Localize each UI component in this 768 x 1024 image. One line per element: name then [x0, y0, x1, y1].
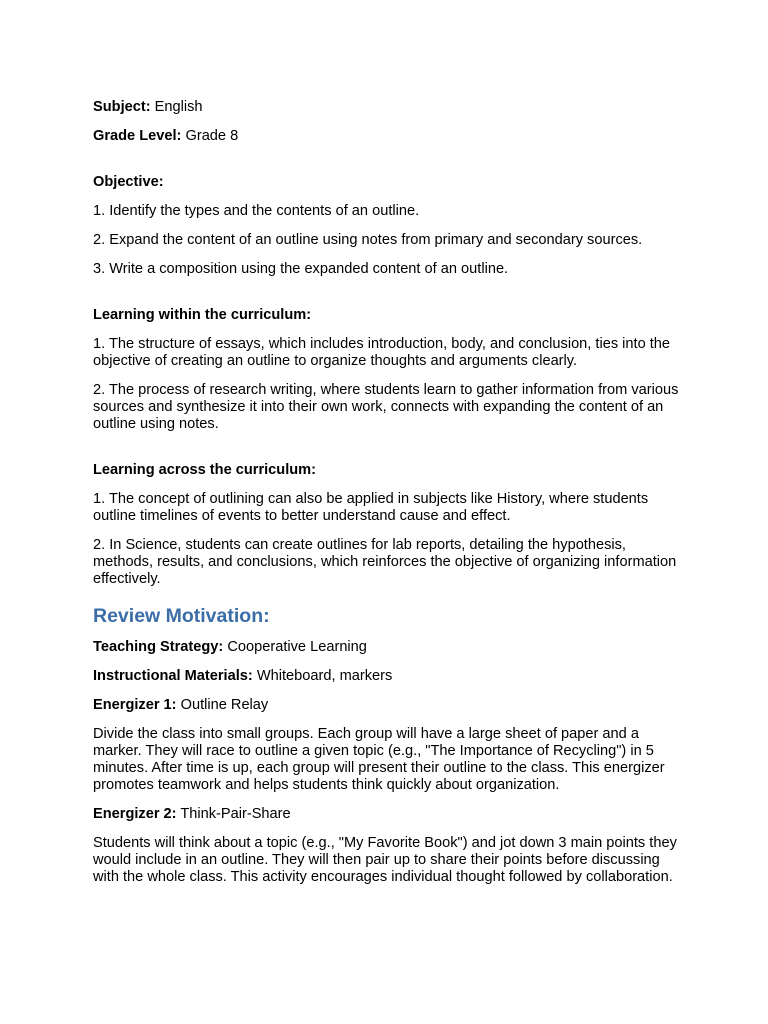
- subject-value: English: [154, 99, 203, 115]
- within-curriculum-item: 1. The structure of essays, which includes introduction, body, and conclusion, ties into the objective of creating an outline to organize thoughts and arguments clearly.: [93, 336, 671, 369]
- grade-level-line: [93, 128, 683, 145]
- spacer: [93, 290, 683, 307]
- review-motivation-heading: Review Motivation:: [93, 605, 270, 627]
- spacer: [93, 445, 683, 462]
- objective-item: 2. Expand the content of an outline using notes from primary and secondary sources.: [93, 232, 643, 248]
- within-curriculum-heading: Learning within the curriculum:: [93, 307, 312, 323]
- energizer-2-line: [93, 806, 683, 823]
- energizer-1-value: Outline Relay: [180, 697, 269, 713]
- grade-level-label: Grade Level:: [93, 128, 182, 144]
- energizer-2-label: Energizer 2:: [93, 806, 177, 822]
- grade-level-value: Grade 8: [185, 128, 239, 144]
- energizer-2-value: Think-Pair-Share: [180, 806, 291, 822]
- subject-label: Subject:: [93, 99, 151, 115]
- document-page: [93, 99, 683, 898]
- energizer-1-line: [93, 697, 683, 714]
- objective-heading: Objective:: [93, 174, 164, 190]
- teaching-strategy-value: Cooperative Learning: [227, 639, 367, 655]
- subject-line: [93, 99, 683, 116]
- objective-item: 1. Identify the types and the contents of an outline.: [93, 203, 420, 219]
- energizer-1-description: Divide the class into small groups. Each group will have a large sheet of paper and a marker. They will race to outline a given topic (e.g., "The Importance of Recycling") in 5 minutes. After time is up, each group will present their outline to the class. This energizer promotes teamwork and helps students think quickly about organization.: [93, 726, 665, 793]
- spacer: [93, 157, 683, 174]
- within-curriculum-item: 2. The process of research writing, where students learn to gather information from various sources and synthesize it into their own work, connects with expanding the content of an outline using notes.: [93, 382, 679, 432]
- teaching-strategy-line: [93, 639, 683, 656]
- instructional-materials-value: Whiteboard, markers: [256, 668, 393, 684]
- instructional-materials-line: [93, 668, 683, 685]
- across-curriculum-item: 2. In Science, students can create outlines for lab reports, detailing the hypothesis, methods, results, and conclusions, which reinforces the objective of organizing information effectively.: [93, 537, 677, 587]
- across-curriculum-heading: Learning across the curriculum:: [93, 462, 317, 478]
- teaching-strategy-label: Teaching Strategy:: [93, 639, 224, 655]
- across-curriculum-item: 1. The concept of outlining can also be applied in subjects like History, where students outline timelines of events to better understand cause and effect.: [93, 491, 649, 524]
- energizer-1-label: Energizer 1:: [93, 697, 177, 713]
- objective-item: 3. Write a composition using the expanded content of an outline.: [93, 261, 509, 277]
- energizer-2-description: Students will think about a topic (e.g., "My Favorite Book") and jot down 3 main points they would include in an outline. They will then pair up to share their points before discussing with the whole class. This activity encourages individual thought followed by collaboration.: [93, 835, 677, 885]
- instructional-materials-label: Instructional Materials:: [93, 668, 253, 684]
